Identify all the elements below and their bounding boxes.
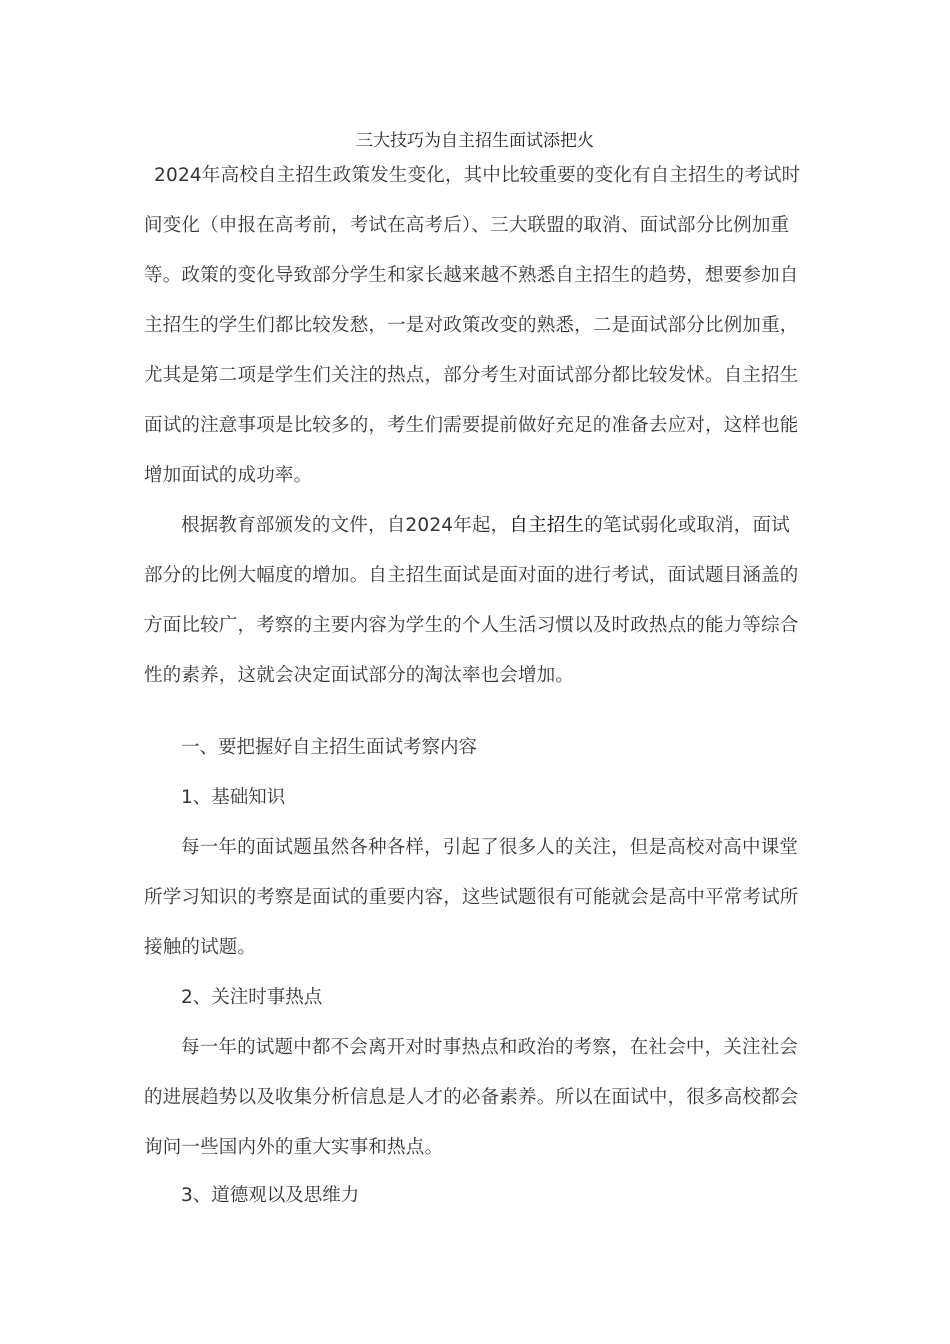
current-affairs-paragraph: 每一年的试题中都不会离开对时事热点和政治的考察，在社会中，关注社会的进展趋势以及收集分析信息是人才的必备素养。所以在面试中，很多高校都会询问一些国内外的重大实事和热点。 — [144, 1037, 799, 1158]
policy-paragraph-start: 根据教育部颁发的文件，自2024年起， — [181, 515, 510, 536]
policy-paragraph — [144, 501, 806, 701]
item-heading-current-affairs: 2、关注时事热点 — [181, 987, 323, 1008]
item-heading-morality-thinking: 3、道德观以及思维力 — [181, 1185, 360, 1206]
item-heading-basic-knowledge: 1、基础知识 — [181, 787, 286, 808]
document-title: 三大技巧为自主招生面试添把火 — [356, 131, 594, 151]
keyword-link[interactable]: 自主招生 — [509, 515, 585, 536]
intro-paragraph: 2024年高校自主招生政策发生变化，其中比较重要的变化有自主招生的考试时间变化（申报在高考前，考试在高考后）、三大联盟的取消、面试部分比例加重等。政策的变化导致部分学生和家长越来越不熟悉自主招生的趋势，想要参加自主招生的学生们都比较发愁，一是对政策改变的熟悉，二是面试部分比例加重，尤其是第二项是学生们关注的热点，部分考生对面试部分都比较发怵。自主招生面试的注意事项是比较多的，考生们需要提前做好充足的准备去应对，这样也能增加面试的成功率。 — [144, 165, 801, 486]
basic-knowledge-paragraph: 每一年的面试题虽然各种各样，引起了很多人的关注，但是高校对高中课堂所学习知识的考察是面试的重要内容，这些试题很有可能就会是高中平常考试所接触的试题。 — [144, 837, 799, 958]
section-heading: 一、要把握好自主招生面试考察内容 — [181, 737, 478, 758]
policy-paragraph-end: 的笔试弱化或取消，面试部分的比例大幅度的增加。自主招生面试是面对面的进行考试，面试题目涵盖的方面比较广，考察的主要内容为学生的个人生活习惯以及时政热点的能力等综合性的素养，这就会决定面试部分的淘汰率也会增加。 — [144, 515, 799, 686]
